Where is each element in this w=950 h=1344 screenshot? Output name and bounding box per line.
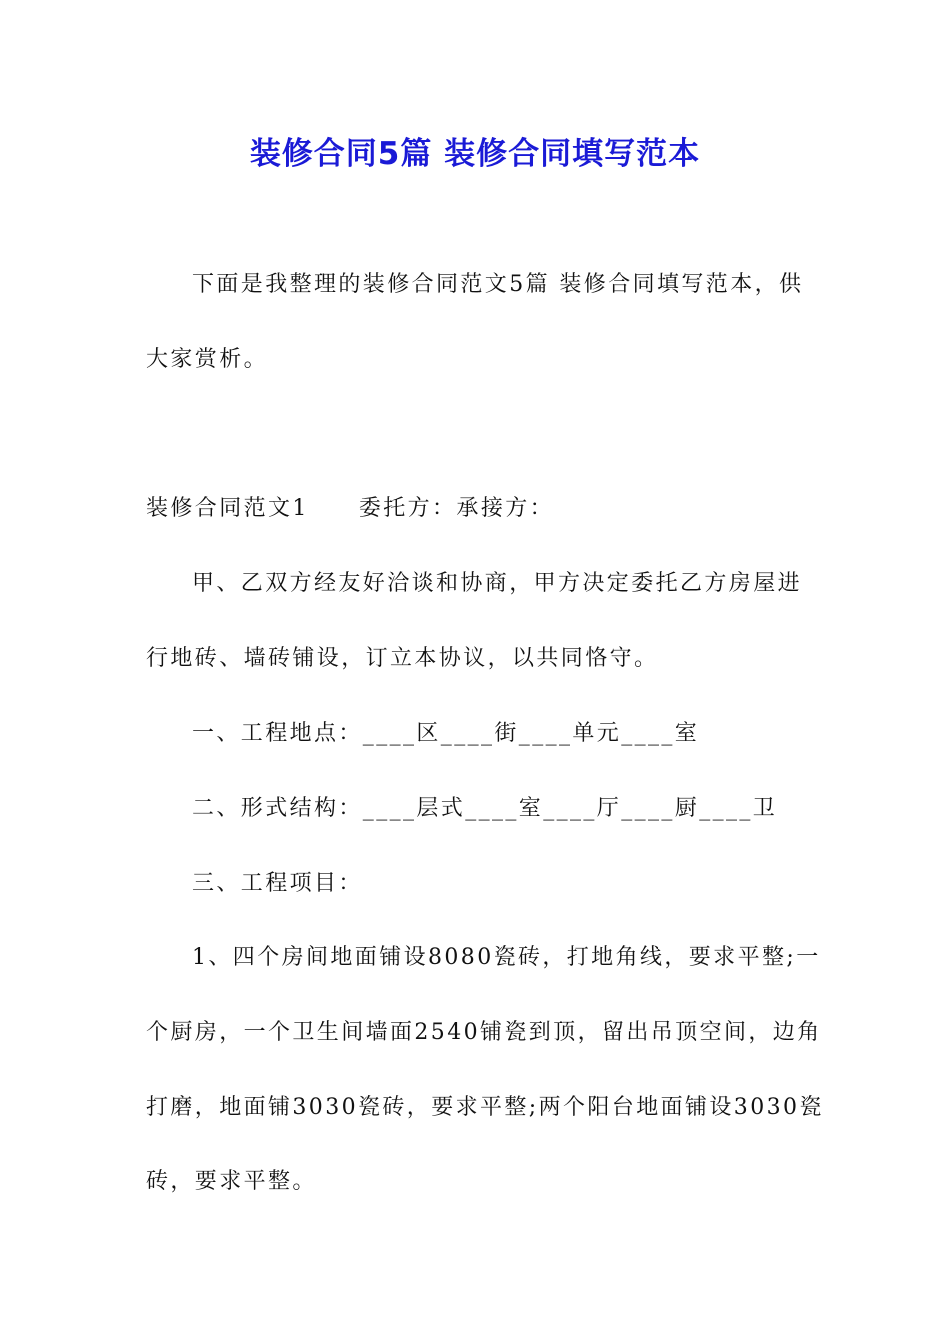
project-detail-line-4: 砖，要求平整。 [146, 1169, 317, 1194]
section-heading-row [146, 494, 554, 524]
item-structure: 二、形式结构：____层式____室____厅____厨____卫 [192, 796, 778, 821]
document-title: 装修合同5篇 装修合同填写范本 [249, 136, 701, 172]
project-detail-line-2: 个厨房，一个卫生间墙面2540铺瓷到顶，留出吊顶空间，边角 [146, 1020, 822, 1045]
item-location: 一、工程地点：____区____街____单元____室 [192, 721, 700, 746]
paragraph-1-line-1: 甲、乙双方经友好洽谈和协商，甲方决定委托乙方房屋进 [192, 571, 803, 596]
intro-line-2: 大家赏析。 [146, 347, 269, 372]
item-project-heading: 三、工程项目： [192, 871, 363, 896]
paragraph-1-line-2: 行地砖、墙砖铺设，订立本协议，以共同恪守。 [146, 646, 659, 671]
parties-label: 委托方：承接方： [358, 496, 555, 521]
section-heading: 装修合同范文1 [146, 496, 309, 521]
intro-line-1: 下面是我整理的装修合同范文5篇 装修合同填写范本，供 [192, 272, 804, 297]
project-detail-line-3: 打磨，地面铺3030瓷砖，要求平整;两个阳台地面铺设3030瓷 [146, 1095, 824, 1120]
project-detail-line-1: 1、四个房间地面铺设8080瓷砖，打地角线，要求平整;一 [192, 945, 821, 970]
